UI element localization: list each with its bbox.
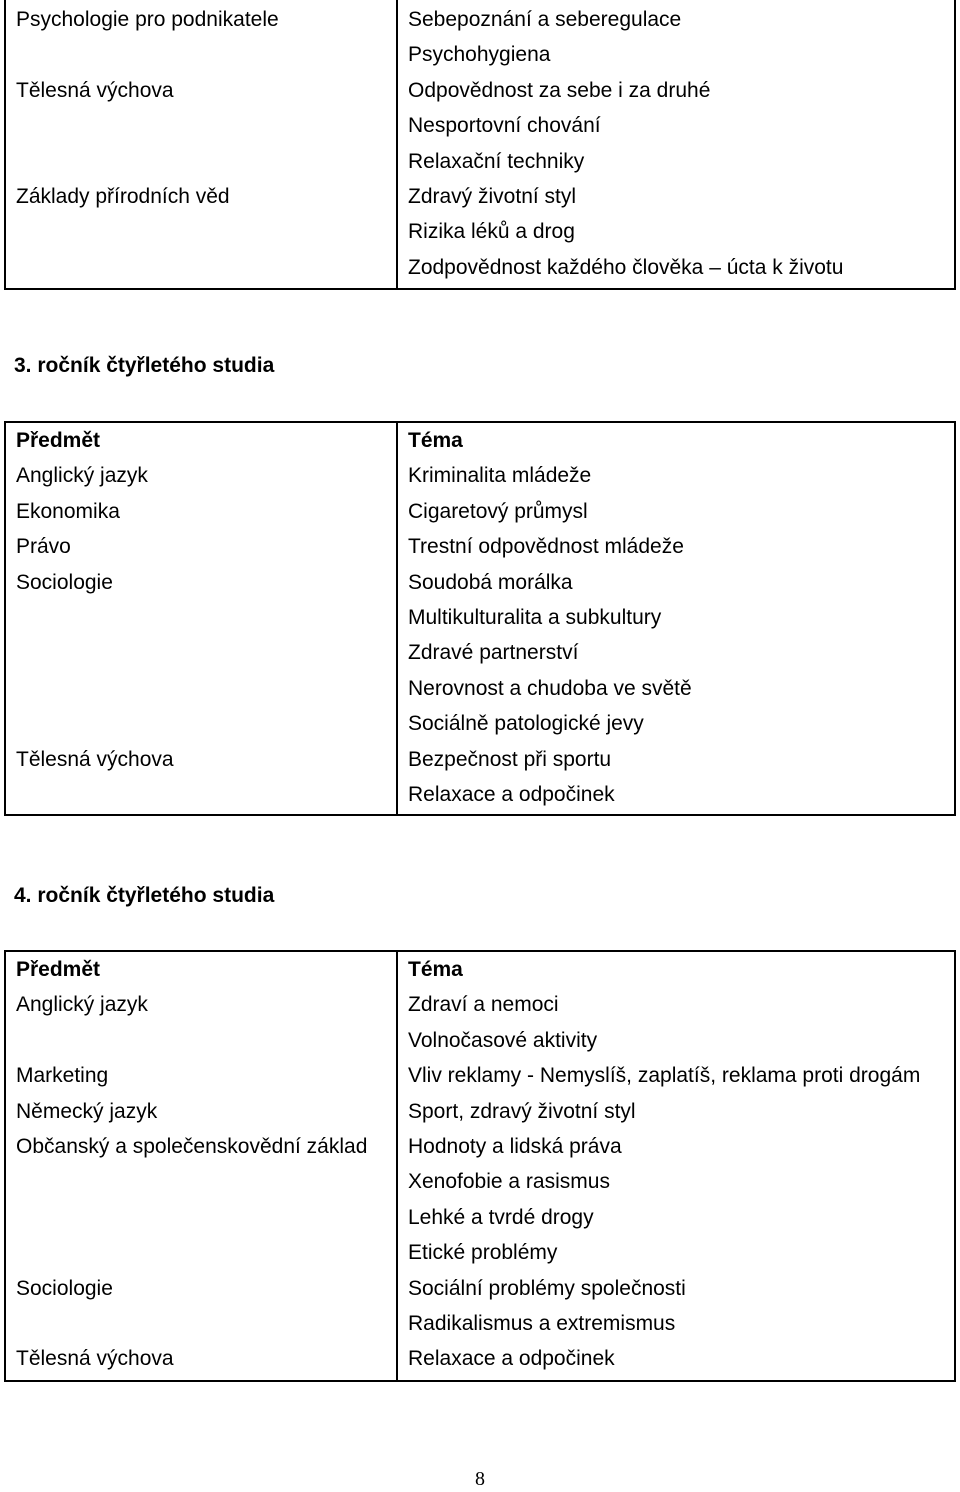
subject-cell: Tělesná výchova — [16, 747, 174, 771]
table-row — [6, 742, 954, 813]
topic-cell — [398, 1341, 954, 1376]
subject-cell: Anglický jazyk — [16, 993, 148, 1017]
topic-item: Odpovědnost za sebe i za druhé — [408, 78, 711, 102]
table-row — [6, 1094, 954, 1129]
column-separator — [396, 952, 398, 1380]
table-row — [6, 494, 954, 529]
topic-item: Sociálně patologické jevy — [408, 712, 644, 736]
topic-item: Bezpečnost při sportu — [408, 747, 612, 771]
topic-item: Sport, zdravý životní styl — [408, 1099, 636, 1123]
column-separator — [396, 423, 398, 814]
subject-cell: Základy přírodních věd — [16, 185, 230, 209]
topic-item: Sebepoznání a seberegulace — [408, 8, 682, 31]
table-row — [6, 179, 954, 285]
topic-item: Lehké a tvrdé drogy — [408, 1205, 594, 1229]
topic-item: Xenofobie a rasismus — [408, 1170, 610, 1194]
topic-cell — [398, 458, 954, 493]
section-heading-4: 4. ročník čtyřletého studia — [14, 884, 275, 907]
topic-item: Vliv reklamy - Nemyslíš, zaplatíš, reklama proti drogám — [408, 1064, 921, 1088]
subject-cell: Anglický jazyk — [16, 464, 148, 488]
topic-item: Kriminalita mládeže — [408, 464, 592, 488]
topic-cell — [398, 742, 954, 813]
subject-cell: Občanský a společenskovědní základ — [16, 1135, 368, 1159]
subject-cell: Tělesná výchova — [16, 1347, 174, 1371]
topic-cell — [398, 494, 954, 529]
topic-item: Zdravý životní styl — [408, 185, 577, 209]
table-row — [6, 1129, 954, 1271]
page-number: 8 — [475, 1468, 485, 1490]
topic-item: Rizika léků a drog — [408, 220, 575, 244]
topic-cell — [398, 1271, 954, 1342]
topic-item: Relaxace a odpočinek — [408, 783, 615, 807]
subject-header: Předmět — [16, 429, 101, 452]
table-row — [6, 1271, 954, 1342]
topic-header: Téma — [408, 958, 463, 981]
topic-cell — [398, 179, 954, 285]
topic-item: Sociální problémy společnosti — [408, 1276, 686, 1300]
topic-item: Zdraví a nemoci — [408, 993, 559, 1017]
topic-item: Soudobá morálka — [408, 570, 573, 594]
topic-cell — [398, 1058, 954, 1093]
table-row — [6, 458, 954, 493]
curriculum-table-continued — [4, 0, 956, 290]
topic-cell — [398, 2, 954, 73]
topic-item: Hodnoty a lidská práva — [408, 1135, 622, 1159]
subject-cell: Tělesná výchova — [16, 78, 174, 102]
table-row — [6, 2, 954, 73]
topic-item: Nerovnost a chudoba ve světě — [408, 676, 692, 700]
column-separator — [396, 0, 398, 288]
topic-cell — [398, 987, 954, 1058]
section-heading-3: 3. ročník čtyřletého studia — [14, 354, 275, 377]
curriculum-table-year-4 — [4, 950, 956, 1382]
topic-header: Téma — [408, 429, 463, 452]
topic-item: Multikulturalita a subkultury — [408, 606, 662, 630]
subject-cell: Marketing — [16, 1064, 109, 1088]
table-row — [6, 565, 954, 742]
table-row — [6, 1058, 954, 1093]
subject-cell: Německý jazyk — [16, 1099, 158, 1123]
topic-item: Zdravé partnerství — [408, 641, 579, 665]
topic-item: Radikalismus a extremismus — [408, 1312, 676, 1336]
table-row — [6, 987, 954, 1058]
table-row — [6, 1341, 954, 1376]
topic-item: Trestní odpovědnost mládeže — [408, 535, 684, 559]
subject-header: Předmět — [16, 958, 101, 981]
topic-item: Cigaretový průmysl — [408, 499, 588, 523]
topic-item: Psychohygiena — [408, 43, 551, 67]
topic-cell — [398, 1129, 954, 1271]
topic-item: Volnočasové aktivity — [408, 1028, 598, 1052]
topic-cell — [398, 1094, 954, 1129]
topic-item: Etické problémy — [408, 1241, 558, 1265]
subject-cell: Právo — [16, 535, 71, 559]
table-header-row — [6, 423, 954, 458]
subject-cell: Sociologie — [16, 1276, 113, 1300]
table-header-row — [6, 952, 954, 987]
topic-item: Relaxační techniky — [408, 149, 585, 173]
topic-cell — [398, 529, 954, 564]
topic-item: Nesportovní chování — [408, 114, 601, 138]
topic-cell — [398, 73, 954, 179]
subject-cell: Ekonomika — [16, 499, 120, 523]
subject-cell: Psychologie pro podnikatele — [16, 8, 279, 31]
table-row — [6, 73, 954, 179]
topic-item: Zodpovědnost každého člověka – úcta k životu — [408, 255, 844, 279]
topic-item: Relaxace a odpočinek — [408, 1347, 615, 1371]
topic-cell — [398, 565, 954, 742]
table-row — [6, 529, 954, 564]
curriculum-table-year-3 — [4, 421, 956, 816]
subject-cell: Sociologie — [16, 570, 113, 594]
